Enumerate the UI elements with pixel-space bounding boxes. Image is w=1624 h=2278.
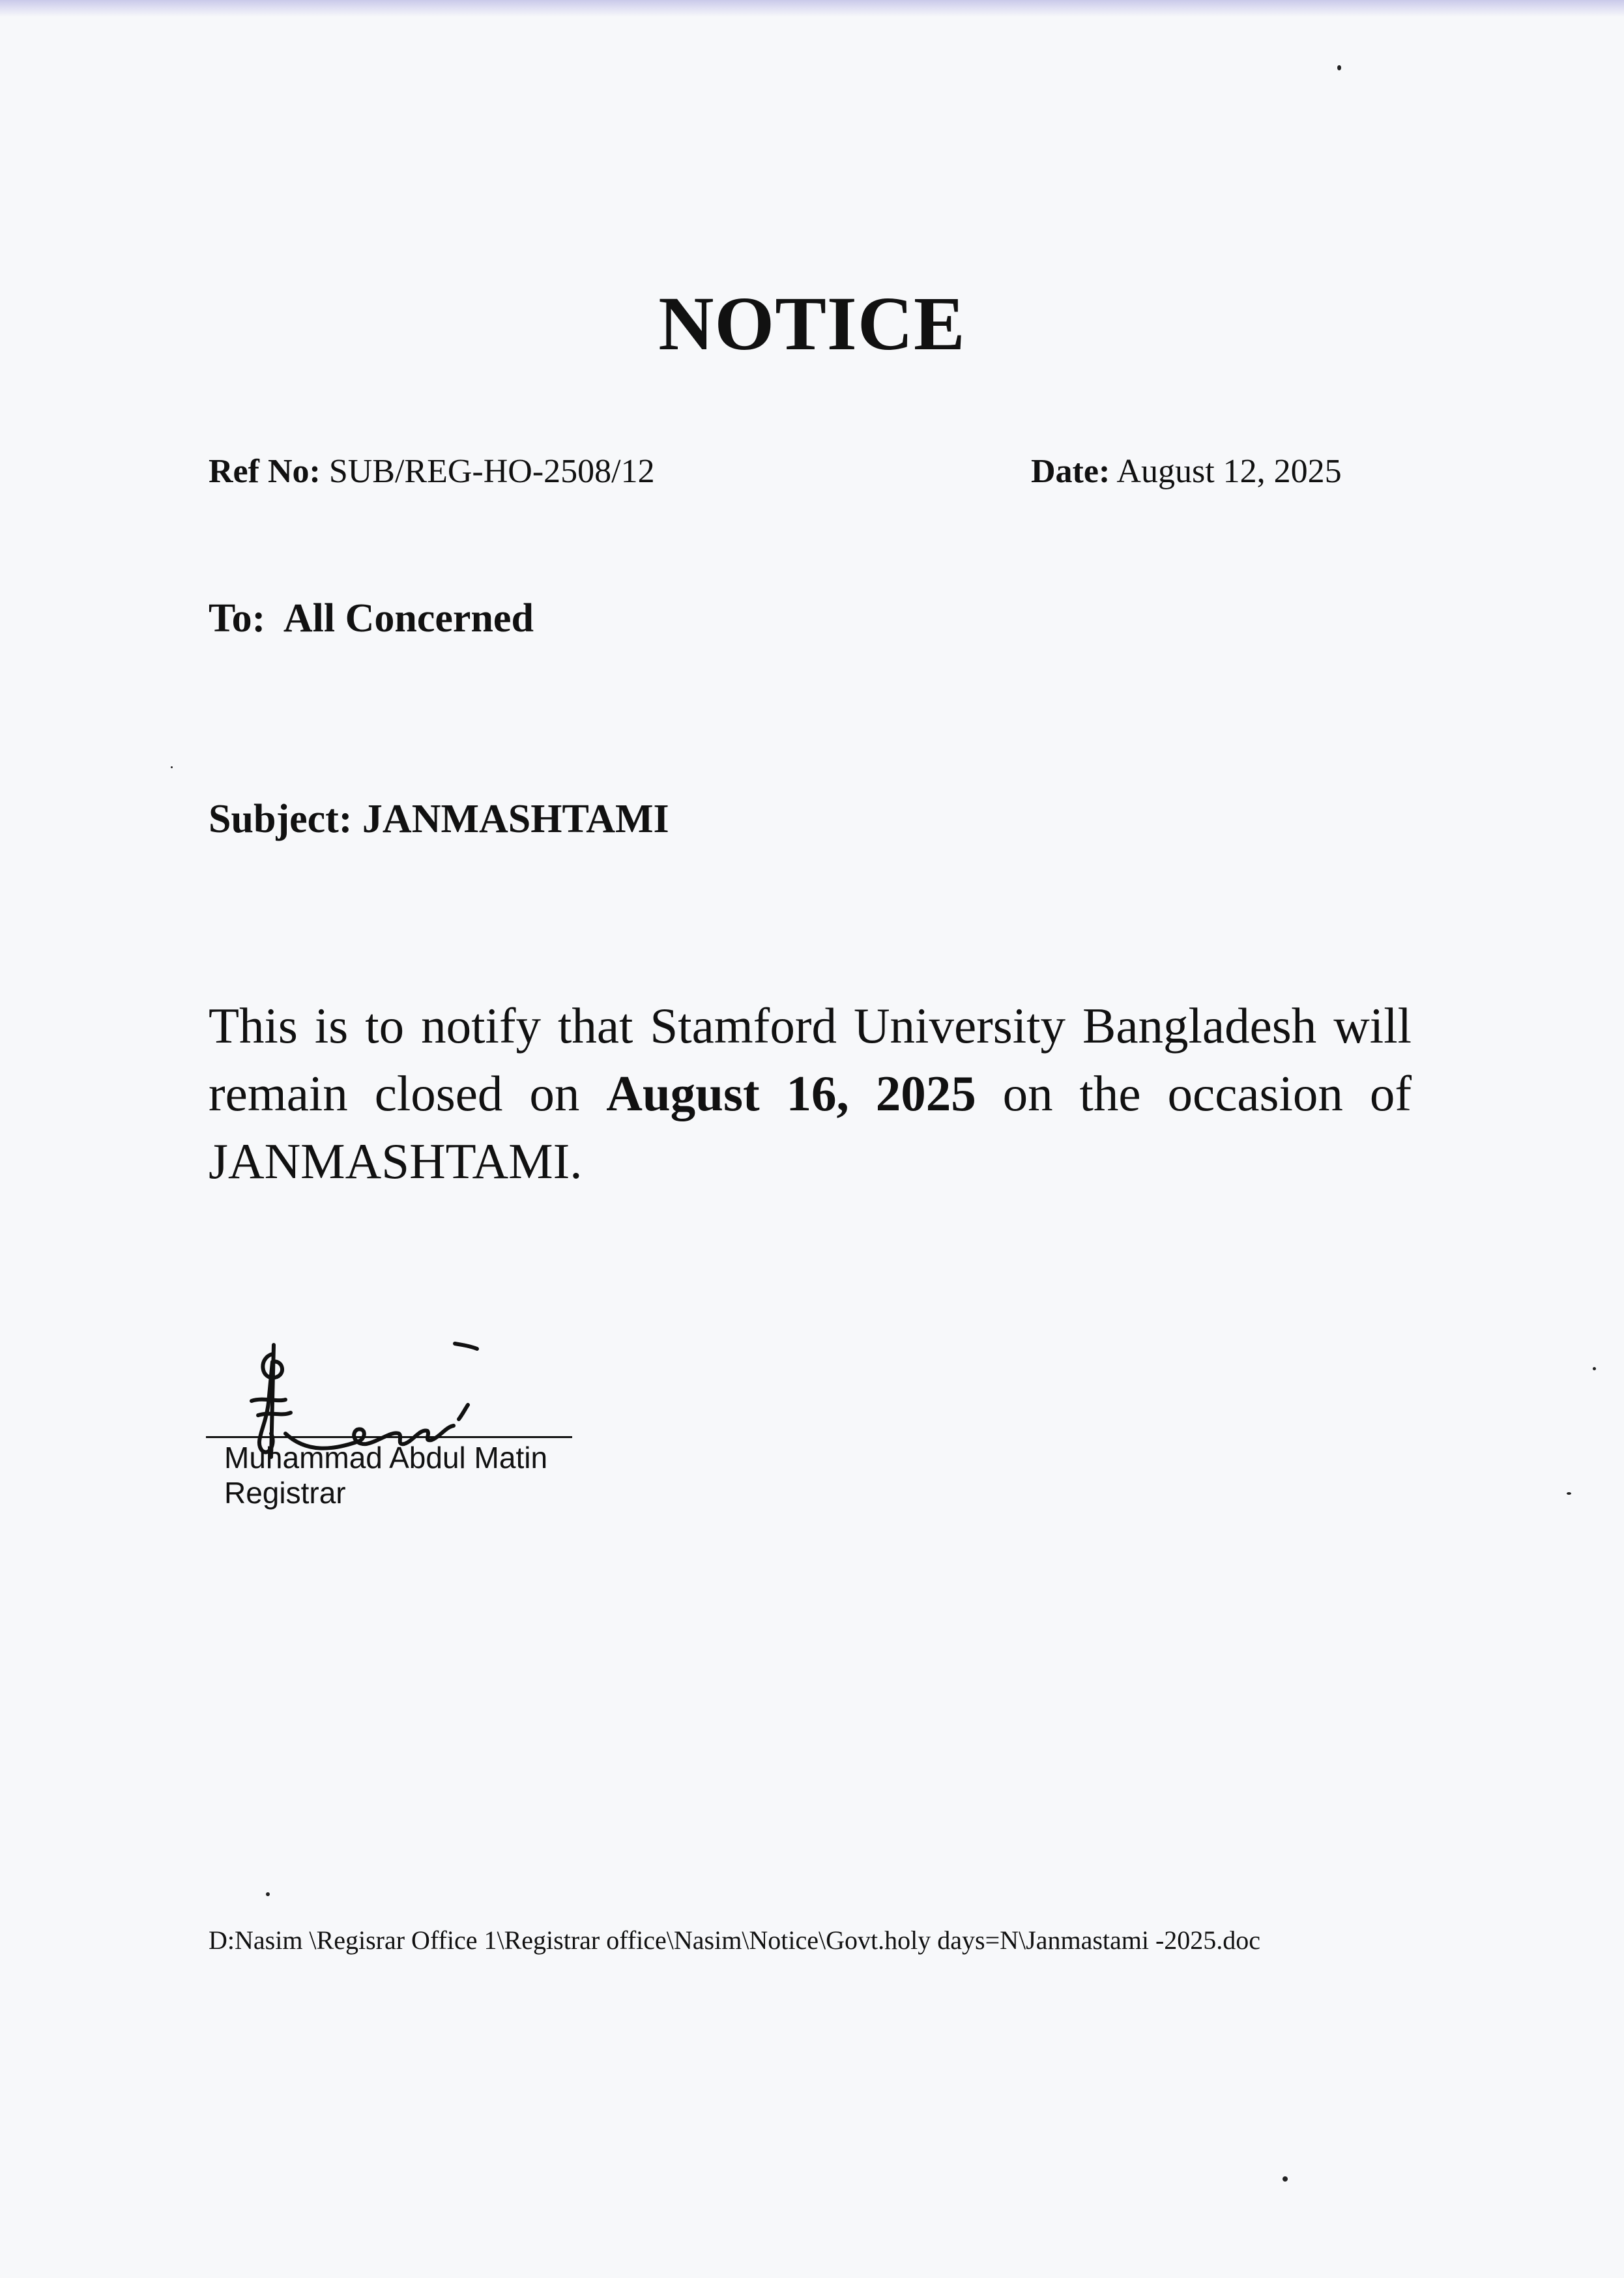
- subject-label: Subject:: [209, 797, 353, 841]
- body-text-end: on the occasion of JANMASHTAMI.: [209, 1065, 1412, 1189]
- subject-value: JANMASHTAMI: [362, 797, 669, 841]
- scan-speck: [266, 1892, 270, 1896]
- reference-number: [209, 455, 655, 489]
- to-value: All Concerned: [283, 596, 534, 641]
- subject-line: [209, 799, 669, 839]
- signatory-block: [224, 1440, 547, 1510]
- document-file-path: D:Nasim \Regisrar Office 1\Registrar office\Nasim\Notice\Govt.holy days=N\Janmastami -2025.doc: [209, 1925, 1261, 1955]
- scan-edge-tint: [0, 0, 1624, 17]
- notice-date: [1031, 455, 1342, 489]
- signature-line: [206, 1436, 572, 1438]
- date-label: Date:: [1031, 453, 1110, 490]
- ref-label: Ref No:: [209, 453, 321, 490]
- closure-date: August 16, 2025: [606, 1065, 976, 1121]
- date-value: August 12, 2025: [1116, 453, 1342, 490]
- to-label: To:: [209, 596, 266, 641]
- scan-speck: [1337, 65, 1341, 70]
- recipient-line: [209, 598, 534, 639]
- scan-speck: [1593, 1367, 1596, 1370]
- body-text-start: This is to notify that Stamford University Bangladesh will remain closed on: [209, 998, 1412, 1121]
- notice-body: [209, 992, 1412, 1195]
- scan-speck: [1567, 1492, 1571, 1495]
- scan-speck: [171, 766, 173, 768]
- ref-value: SUB/REG-HO-2508/12: [328, 453, 655, 490]
- signatory-name: Muhammad Abdul Matin: [224, 1441, 548, 1475]
- scan-speck: [1283, 2176, 1288, 2182]
- signatory-designation: Registrar: [224, 1476, 346, 1510]
- notice-title: NOTICE: [658, 281, 966, 366]
